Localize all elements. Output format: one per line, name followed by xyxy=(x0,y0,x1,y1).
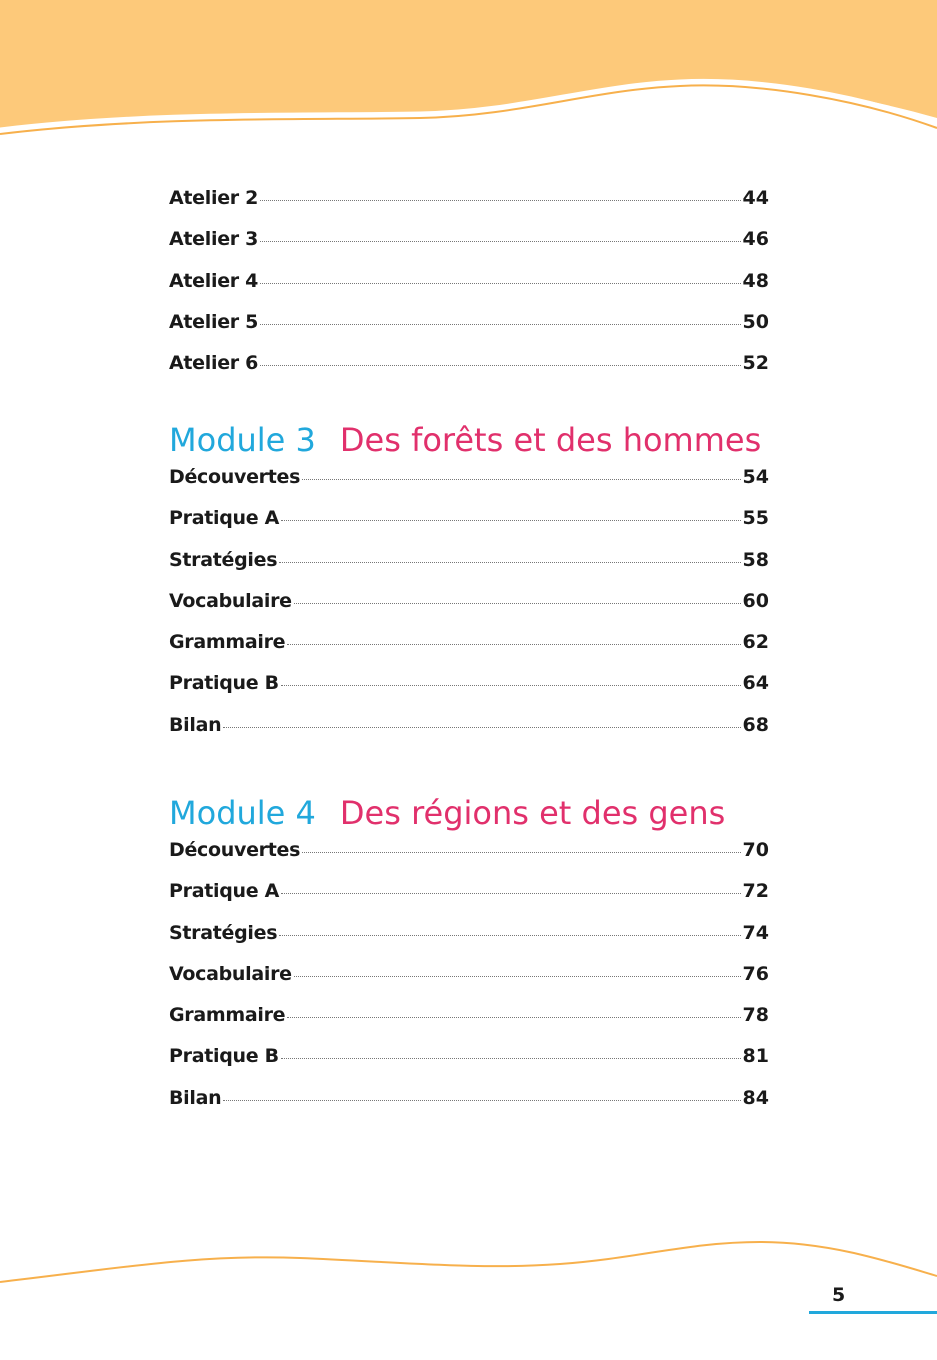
dot-leader xyxy=(294,976,741,977)
entry-page: 84 xyxy=(742,1086,769,1109)
toc-entry[interactable] xyxy=(169,269,769,310)
module-title: Des régions et des gens xyxy=(339,794,726,832)
dot-leader xyxy=(279,562,740,563)
entry-page: 60 xyxy=(742,589,769,612)
dot-leader xyxy=(223,727,740,728)
entry-label: Pratique B xyxy=(169,672,279,695)
dot-leader xyxy=(260,283,740,284)
module-number: Module 4 xyxy=(169,794,316,832)
dot-leader xyxy=(281,685,741,686)
toc-entry[interactable] xyxy=(169,227,769,268)
toc-entry[interactable] xyxy=(169,962,769,1003)
entry-label: Atelier 4 xyxy=(169,269,259,292)
module-4-section xyxy=(169,793,769,1127)
toc-entry[interactable] xyxy=(169,186,769,227)
toc-entry[interactable] xyxy=(169,630,769,671)
toc-entry[interactable] xyxy=(169,465,769,506)
entry-label: Découvertes xyxy=(169,839,301,861)
entry-page: 74 xyxy=(742,921,769,944)
entry-label: Grammaire xyxy=(169,1004,286,1027)
entry-label: Découvertes xyxy=(169,466,301,488)
module-3-heading xyxy=(169,420,769,465)
entry-page: 64 xyxy=(742,672,769,695)
module-number: Module 3 xyxy=(169,421,316,459)
entry-label: Atelier 5 xyxy=(169,310,259,333)
module-3-section xyxy=(169,420,769,754)
dot-leader xyxy=(223,1100,740,1101)
entry-label: Pratique B xyxy=(169,1045,279,1068)
toc-entry[interactable] xyxy=(169,921,769,962)
entry-label: Bilan xyxy=(169,1086,222,1109)
dot-leader xyxy=(302,852,740,853)
page-number-rule xyxy=(809,1311,937,1314)
entry-label: Pratique A xyxy=(169,507,280,530)
entry-label: Stratégies xyxy=(169,548,278,571)
entry-page: 81 xyxy=(742,1045,769,1068)
module-4-heading xyxy=(169,793,769,838)
dot-leader xyxy=(281,1058,741,1059)
entry-label: Atelier 6 xyxy=(169,352,259,375)
toc-entry[interactable] xyxy=(169,310,769,351)
toc-entry[interactable] xyxy=(169,1003,769,1044)
dot-leader xyxy=(260,365,740,366)
toc-entry[interactable] xyxy=(169,671,769,712)
toc-entry[interactable] xyxy=(169,1044,769,1085)
entry-page: 58 xyxy=(742,548,769,571)
dot-leader xyxy=(260,200,740,201)
dot-leader xyxy=(302,479,740,480)
entry-page: 68 xyxy=(742,713,769,736)
header-wave-band xyxy=(0,0,937,150)
entry-page: 62 xyxy=(742,631,769,654)
entry-page: 46 xyxy=(742,228,769,251)
entry-page: 76 xyxy=(742,962,769,985)
page-number: 5 xyxy=(832,1284,846,1306)
dot-leader xyxy=(281,893,741,894)
dot-leader xyxy=(281,520,741,521)
dot-leader xyxy=(287,644,740,645)
entry-label: Grammaire xyxy=(169,631,286,654)
entry-page: 55 xyxy=(742,507,769,530)
dot-leader xyxy=(287,1017,740,1018)
entry-label: Atelier 3 xyxy=(169,228,259,251)
entry-page: 48 xyxy=(742,269,769,292)
atelier-entries xyxy=(169,186,769,392)
module-title: Des forêts et des hommes xyxy=(339,421,762,459)
toc-entry[interactable] xyxy=(169,838,769,879)
dot-leader xyxy=(279,935,740,936)
toc-entry[interactable] xyxy=(169,351,769,392)
dot-leader xyxy=(294,603,741,604)
entry-page: 44 xyxy=(742,187,769,209)
entry-label: Vocabulaire xyxy=(169,589,292,612)
dot-leader xyxy=(260,241,740,242)
toc-entry[interactable] xyxy=(169,713,769,754)
toc-entry[interactable] xyxy=(169,589,769,630)
toc-entry[interactable] xyxy=(169,879,769,920)
entry-label: Stratégies xyxy=(169,921,278,944)
entry-page: 78 xyxy=(742,1004,769,1027)
entry-label: Vocabulaire xyxy=(169,962,292,985)
toc-entry[interactable] xyxy=(169,548,769,589)
toc-entry[interactable] xyxy=(169,1086,769,1127)
dot-leader xyxy=(260,324,740,325)
footer-wave-line xyxy=(0,1240,937,1300)
entry-label: Atelier 2 xyxy=(169,187,259,209)
toc-entry[interactable] xyxy=(169,506,769,547)
entry-page: 50 xyxy=(742,310,769,333)
entry-page: 70 xyxy=(742,839,769,861)
entry-label: Pratique A xyxy=(169,880,280,903)
entry-page: 72 xyxy=(742,880,769,903)
entry-page: 54 xyxy=(742,466,769,488)
entry-label: Bilan xyxy=(169,713,222,736)
entry-page: 52 xyxy=(742,352,769,375)
